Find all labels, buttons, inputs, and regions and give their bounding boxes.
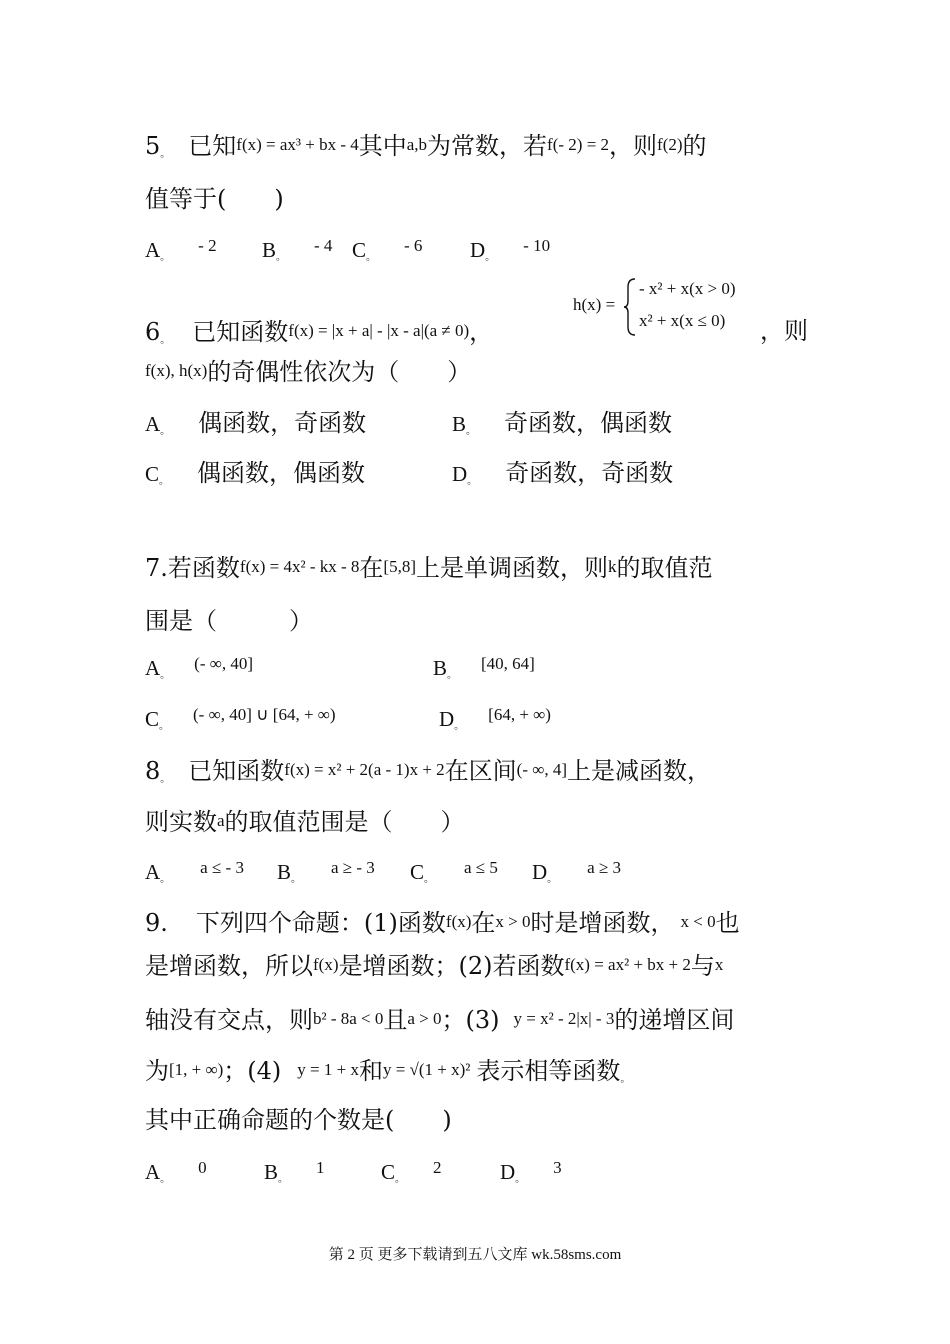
q9-option-a: A。$^0$ <box>145 1158 207 1185</box>
q9-text: 且 <box>383 1006 408 1034</box>
q6-math-fh: f(x), h(x) <box>145 361 208 380</box>
q6-line2 <box>145 356 471 387</box>
q6-text: 的奇偶性依次为（ ） <box>207 358 472 386</box>
q6-piecewise-h <box>573 277 773 337</box>
q8-text: 的取值范围是（ ） <box>224 808 465 836</box>
q9-line4: 为[1, + ∞)；(4) y = 1 + x和y = √(1 + x)² 表示相等函数。 <box>145 1057 631 1085</box>
q9-math: f(x) = ax² + bx + 2 <box>564 955 691 974</box>
q8-line1: 8。 已知函数f(x) = x² + 2(a - 1)x + 2在区间(- ∞, 4]上是减函数， <box>145 757 712 785</box>
q9-math: y = x² - 2|x| - 3 <box>513 1009 615 1028</box>
q8-text: 已知函数 <box>188 757 285 785</box>
q6-option-c: C。 偶函数，偶函数 <box>145 459 366 487</box>
q5-option-c: C。$^{- 6}$ <box>352 236 423 263</box>
q7-text: 上是单调函数，则 <box>415 554 608 582</box>
q9-text: 轴没有交点，则 <box>145 1006 313 1034</box>
q7-math-interval: [5,8] <box>383 557 416 576</box>
q9-number: 9. <box>145 909 168 937</box>
q6-text: 已知函数 <box>192 318 289 346</box>
q7-line1 <box>145 552 712 583</box>
q9-math: x > 0 <box>495 912 531 931</box>
q9-math: x <box>714 955 724 974</box>
q9-text: ；(4) <box>223 1057 282 1085</box>
q9-text: ；(3) <box>441 1006 500 1034</box>
q5-text: 其中 <box>358 132 407 160</box>
q8-text: 在区间 <box>444 757 517 785</box>
q6-h-label: h(x) = <box>573 295 616 314</box>
q5-text: ，则 <box>609 132 658 160</box>
brace-icon <box>623 277 637 337</box>
q9-line3 <box>145 1004 734 1035</box>
q9-option-d: D。$^3$ <box>500 1158 562 1185</box>
q5-math-ab: a,b <box>406 135 428 154</box>
q6-number: 6 <box>145 318 161 346</box>
q9-text: 表示相等函数 <box>476 1057 621 1085</box>
q5-option-b: B。$^{- 4}$ <box>262 236 333 263</box>
q7-math-f: f(x) = 4x² - kx - 8 <box>239 557 360 576</box>
q7-option-c: C。$^{(- \infty, 40] \cup [64, + \infty)}$ <box>145 705 336 732</box>
q9-text: 与 <box>690 952 715 980</box>
q9-text: 和 <box>358 1057 383 1085</box>
q9-text: 的递增区间 <box>614 1006 735 1034</box>
q9-option-c: C。$^2$ <box>381 1158 442 1185</box>
q9-math: f(x) <box>445 912 472 931</box>
q8-math-interval: (- ∞, 4] <box>516 760 568 779</box>
q9-math: x < 0 <box>680 912 716 931</box>
q7-text: 若函数 <box>167 554 240 582</box>
q8-math-a: a <box>217 811 225 830</box>
q8-number: 8 <box>145 757 161 785</box>
q5-text: 为常数，若 <box>427 132 548 160</box>
q7-math-k: k <box>607 557 617 576</box>
q9-math: a > 0 <box>407 1009 442 1028</box>
q6-h-case2: x² + x(x ≤ 0) <box>639 311 726 330</box>
q8-option-a: A。$^{a \le - 3}$ <box>145 858 244 885</box>
q5-math-f: f(x) = ax³ + bx - 4 <box>236 135 359 154</box>
q7-line2: 围是（ ） <box>145 607 313 635</box>
q5-line2: 值等于( ) <box>145 185 284 213</box>
q9-math: y = 1 + x <box>297 1060 359 1079</box>
q7-text: 的取值范 <box>616 554 713 582</box>
q9-math: f(x) <box>313 955 339 974</box>
q7-text: 在 <box>359 554 384 582</box>
q6-option-b: B。 奇函数，偶函数 <box>452 409 673 437</box>
q7-option-d: D。$^{[64, + \infty)}$ <box>439 705 551 732</box>
q9-line1 <box>145 907 740 938</box>
q6-text-then: ，则 <box>760 317 808 345</box>
q9-text: 时是增函数， <box>530 909 675 937</box>
q6-math-f: f(x) = |x + a| - |x - a|(a ≠ 0) <box>288 321 470 340</box>
q9-text: 为 <box>145 1057 169 1085</box>
q9-text: 下列四个命题：(1)函数 <box>195 909 446 937</box>
q9-math: b² - 8a < 0 <box>313 1009 384 1028</box>
q7-number: 7. <box>145 554 168 582</box>
q6-line1: 6。 已知函数f(x) = |x + a| - |x - a|(a ≠ 0)， <box>145 318 494 346</box>
q5-math-f2: f(2) <box>657 135 683 154</box>
q8-text: 则实数 <box>145 808 217 836</box>
q9-text: 在 <box>471 909 496 937</box>
q9-text: 是增函数，所以 <box>145 952 313 980</box>
q5-text: 已知 <box>188 132 237 160</box>
q8-text: 上是减函数， <box>567 757 712 785</box>
q9-text: 也 <box>715 909 740 937</box>
q8-option-b: B。$^{a \ge - 3}$ <box>277 858 375 885</box>
q5-number: 5 <box>145 132 161 160</box>
q9-math: [1, + ∞) <box>169 1060 224 1079</box>
q9-line5: 其中正确命题的个数是( ) <box>145 1106 452 1134</box>
q9-math: y = √(1 + x)² <box>382 1060 471 1079</box>
q9-text: 是增函数；(2)若函数 <box>338 952 565 980</box>
page-footer: 第 2 页 更多下载请到五八文库 wk.58sms.com <box>328 1247 622 1263</box>
q7-option-a: A。$^{(- \infty, 40]}$ <box>145 654 254 681</box>
q5-line1: 5。 已知f(x) = ax³ + bx - 4其中a,b为常数，若f(- 2) = 2，则f(2)的 <box>145 132 707 160</box>
q6-h-case1: - x² + x(x > 0) <box>639 279 736 298</box>
q8-option-c: C。$^{a \le 5}$ <box>410 858 498 885</box>
q8-math-f: f(x) = x² + 2(a - 1)x + 2 <box>284 760 445 779</box>
q9-option-b: B。$^1$ <box>264 1158 325 1185</box>
q8-option-d: D。$^{a \ge 3}$ <box>532 858 622 885</box>
q5-text: 的 <box>682 132 707 160</box>
q5-math-cond: f(- 2) = 2 <box>547 135 610 154</box>
q8-line2 <box>145 806 465 837</box>
q9-line2 <box>145 950 723 981</box>
q5-option-a: A。$^{- 2}$ <box>145 236 217 263</box>
q7-option-b: B。[40, 64] <box>433 654 535 681</box>
q6-option-d: D。 奇函数，奇函数 <box>452 459 674 487</box>
q6-option-a: A。 偶函数，奇函数 <box>145 409 367 437</box>
q5-option-d: D。$^{- 10}$ <box>470 236 551 263</box>
q6-text: ， <box>469 318 494 346</box>
